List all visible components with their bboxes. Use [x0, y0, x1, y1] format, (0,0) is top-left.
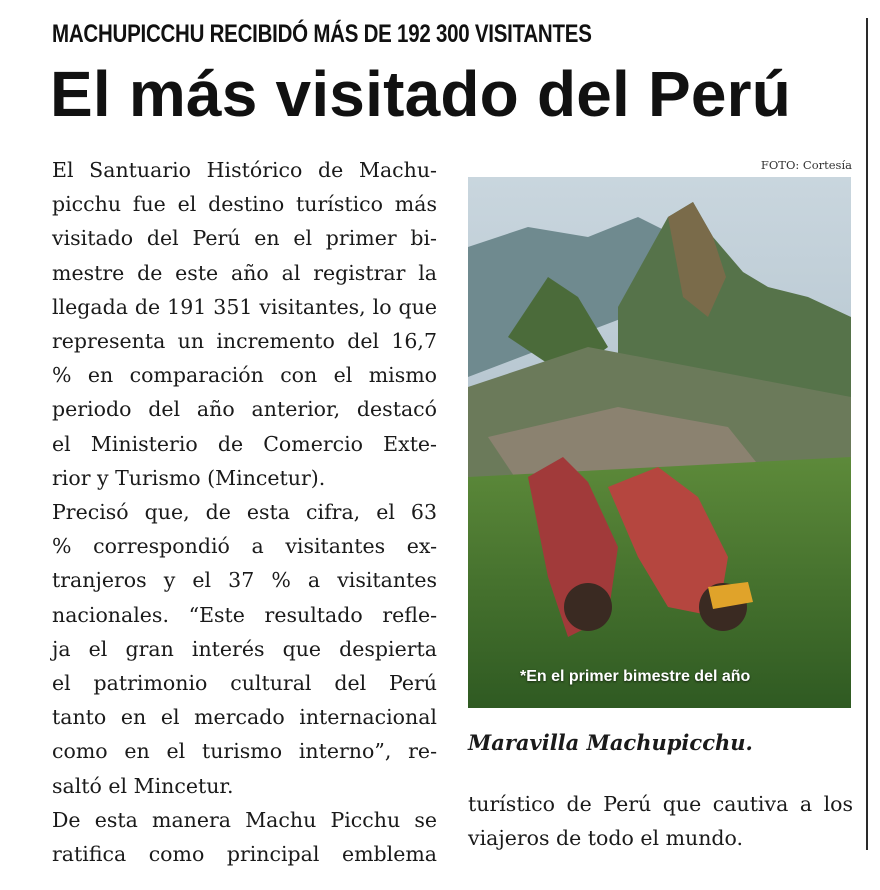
paragraph-3: [52, 803, 437, 871]
text-line: periodo del año anterior, destacó: [52, 397, 437, 422]
text-line: llegada de 191 351 visitantes, lo que: [52, 294, 437, 319]
text-line: visitado del Perú en el primer bi-: [52, 226, 437, 251]
photo-overlay-text: *En el primer bimestre del año: [520, 668, 751, 685]
text-line: % correspondió a visitantes ex-: [52, 534, 437, 559]
kicker: MACHUPICCHU RECIBIDÓ MÁS DE 192 300 VISITANTES: [52, 20, 592, 48]
text-line: % en comparación con el mismo: [52, 363, 437, 388]
text-line: tanto en el mercado internacional: [52, 705, 437, 730]
text-line: el Ministerio de Comercio Exte-: [52, 431, 437, 456]
text-line: representa un incremento del 16,7: [52, 329, 437, 354]
text-line: como en el turismo interno”, re-: [52, 739, 437, 764]
text-line: picchu fue el destino turístico más: [52, 192, 437, 217]
text-line: nacionales. “Este resultado refle-: [52, 602, 437, 627]
text-line: Precisó que, de esta cifra, el 63: [52, 500, 437, 525]
body-column-left: [52, 153, 437, 871]
text-line: mestre de este año al registrar la: [52, 260, 437, 285]
text-line: viajeros de todo el mundo.: [468, 826, 744, 851]
paragraph-1: [52, 153, 437, 495]
text-line: ja el gran interés que despierta: [52, 636, 437, 661]
machupicchu-photo: [468, 177, 851, 708]
text-line: turístico de Perú que cautiva a los: [468, 792, 853, 816]
column-rule: [866, 18, 868, 850]
photo-illustration: [468, 177, 851, 708]
text-line: ratifica como principal emblema: [52, 842, 437, 867]
photo-caption: Maravilla Machupicchu.: [468, 730, 753, 755]
text-line: rior y Turismo (Mincetur).: [52, 465, 326, 490]
headline: El más visitado del Perú: [50, 58, 792, 130]
text-line: De esta manera Machu Picchu se: [52, 807, 437, 832]
text-line: El Santuario Histórico de Machu-: [52, 158, 437, 182]
body-column-right: [468, 787, 853, 855]
paragraph-2: [52, 495, 437, 803]
text-line: tranjeros y el 37 % a visitantes: [52, 568, 437, 593]
text-line: el patrimonio cultural del Perú: [52, 671, 437, 696]
text-line: saltó el Mincetur.: [52, 773, 234, 798]
photo-credit: FOTO: Cortesía: [760, 158, 852, 172]
